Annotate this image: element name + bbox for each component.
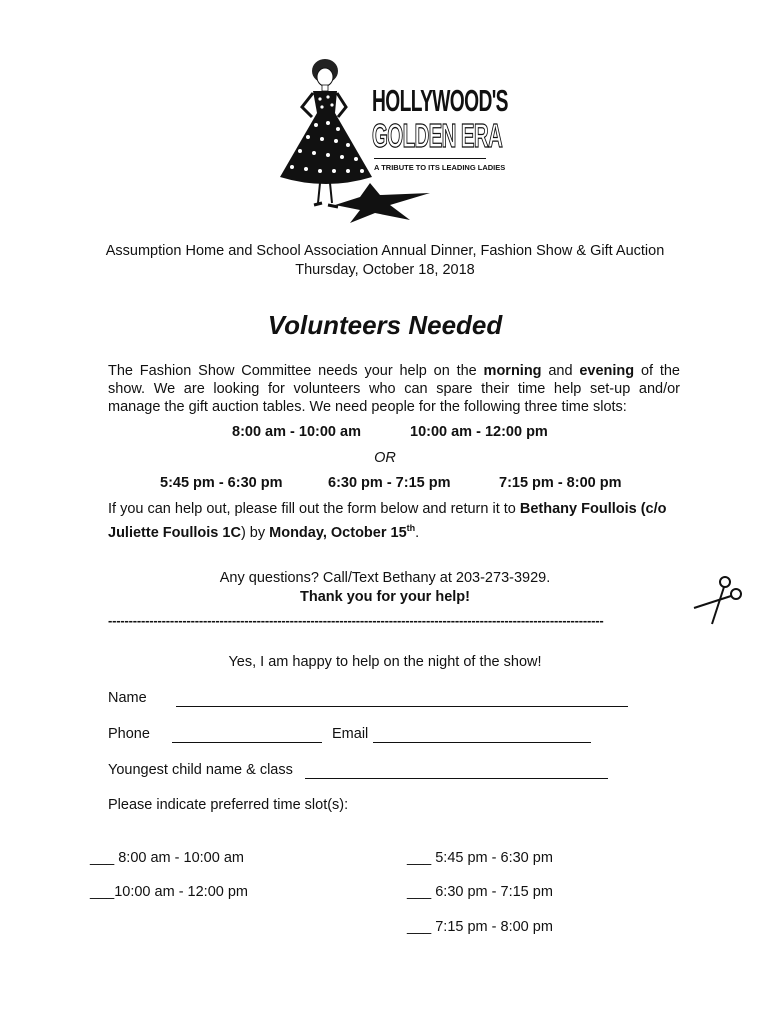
slot-checkbox-blank[interactable]: ___: [407, 850, 432, 866]
scissors-icon: [690, 572, 742, 628]
slot-option-630pm[interactable]: ___ 6:30 pm - 7:15 pm: [407, 884, 553, 900]
logo-title-line1: HOLLYWOOD'S: [372, 83, 508, 118]
contact-thanks: Thank you for your help!: [300, 589, 470, 605]
logo-tagline: A TRIBUTE TO ITS LEADING LADIES: [374, 163, 506, 172]
slot-morning-1: 8:00 am - 10:00 am: [232, 424, 361, 440]
form-intro: Yes, I am happy to help on the night of the show!: [228, 654, 542, 670]
intro-line-1: The Fashion Show Committee needs your help on the morning and evening of the: [108, 363, 680, 379]
slot-checkbox-blank[interactable]: ___: [407, 884, 432, 900]
page-title: Volunteers Needed: [267, 310, 503, 340]
cut-line: ------------------------------------------------------------------------------------------------------------------------: [108, 613, 604, 628]
event-logo: [280, 55, 508, 225]
child-label: Youngest child name & class: [108, 762, 293, 778]
return-line-2: Juliette Foullois 1C) by Monday, October 15th.: [108, 523, 420, 541]
return-line-1: If you can help out, please fill out the form below and return it to Bethany Foullois (c/o: [108, 501, 667, 517]
intro-line-3: manage the gift auction tables. We need people for the following three time slots:: [108, 399, 627, 415]
email-label: Email: [332, 726, 369, 742]
slot-morning-2: 10:00 am - 12:00 pm: [410, 424, 548, 440]
slot-evening-3: 7:15 pm - 8:00 pm: [499, 475, 622, 491]
event-date: Thursday, October 18, 2018: [295, 262, 475, 278]
slot-option-545pm[interactable]: ___ 5:45 pm - 6:30 pm: [407, 850, 553, 866]
slot-checkbox-blank[interactable]: ___: [90, 850, 115, 866]
slot-option-715pm[interactable]: ___ 7:15 pm - 8:00 pm: [407, 919, 553, 935]
slot-checkbox-blank[interactable]: ___: [407, 919, 432, 935]
slot-evening-2: 6:30 pm - 7:15 pm: [328, 475, 451, 491]
contact-questions: Any questions? Call/Text Bethany at 203-273-3929.: [219, 570, 551, 586]
slot-checkbox-blank[interactable]: ___: [90, 884, 115, 900]
slot-option-8am[interactable]: ___ 8:00 am - 10:00 am: [90, 850, 244, 866]
child-field[interactable]: [305, 762, 608, 779]
intro-paragraph: [108, 362, 680, 416]
phone-field[interactable]: [172, 726, 322, 743]
name-label: Name: [108, 690, 147, 706]
email-field[interactable]: [373, 726, 591, 743]
phone-label: Phone: [108, 726, 150, 742]
intro-line-2: show. We are looking for volunteers who can spare their time help set-up and/or: [108, 381, 680, 397]
logo-title-line2: GOLDEN ERA: [372, 117, 503, 154]
slot-prompt: Please indicate preferred time slot(s):: [108, 797, 349, 813]
event-title: Assumption Home and School Association Annual Dinner, Fashion Show & Gift Auction: [105, 243, 665, 259]
slot-evening-1: 5:45 pm - 6:30 pm: [160, 475, 283, 491]
slot-option-10am[interactable]: ___10:00 am - 12:00 pm: [90, 884, 249, 900]
return-instructions: [108, 500, 693, 543]
name-field[interactable]: [176, 690, 628, 707]
slot-or: OR: [374, 450, 396, 466]
logo-underline: [374, 158, 486, 159]
